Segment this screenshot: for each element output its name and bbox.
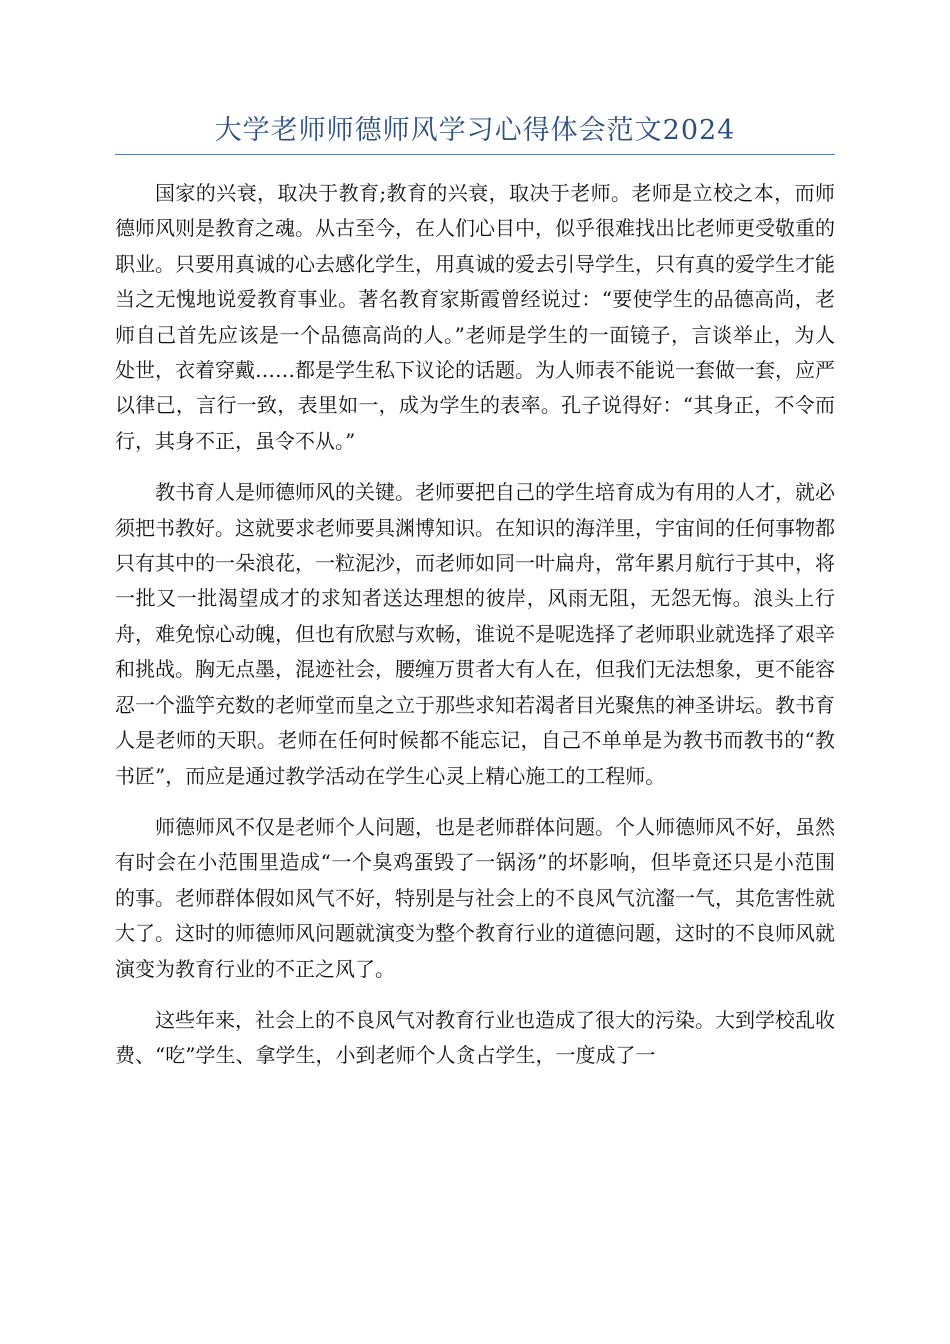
document-body [115,176,835,1090]
paragraph-2: 教书育人是师德师风的关键。老师要把自己的学生培育成为有用的人才，就必须把书教好。这就要求老师要具渊博知识。在知识的海洋里，宇宙间的任何事物都只有其中的一朵浪花，一粒泥沙，而老师如同一叶扁舟，常年累月航行于其中，将一批又一批渴望成才的求知者送达理想的彼岸，风雨无阻，无怨无悔。浪头上行舟，难免惊心动魄，但也有欣慰与欢畅，谁说不是呢选择了老师职业就选择了艰辛和挑战。胸无点墨，混迹社会，腰缠万贯者大有人在，但我们无法想象，更不能容忍一个滥竽充数的老师堂而皇之立于那些求知若渴者目光聚焦的神圣讲坛。教书育人是老师的天职。老师在任何时候都不能忘记，自己不单单是为教书而教书的“教书匠”，而应是通过教学活动在学生心灵上精心施工的工程师。 [115,480,835,788]
page-title: 大学老师师德师风学习心得体会范文2024 [214,115,736,146]
paragraph-3: 师德师风不仅是老师个人问题，也是老师群体问题。个人师德师风不好，虽然有时会在小范围里造成“一个臭鸡蛋毁了一锅汤”的坏影响，但毕竟还只是小范围的事。老师群体假如风气不好，特别是与社会上的不良风气沆瀣一气，其危害性就大了。这时的师德师风问题就演变为整个教育行业的道德问题，这时的不良师风就演变为教育行业的不正之风了。 [115,814,835,981]
paragraph-1: 国家的兴衰，取决于教育;教育的兴衰，取决于老师。老师是立校之本，而师德师风则是教育之魂。从古至今，在人们心目中，似乎很难找出比老师更受敬重的职业。只要用真诚的心去感化学生，用真诚的爱去引导学生，只有真的爱学生才能当之无愧地说爱教育事业。著名教育家斯霞曾经说过：“要使学生的品德高尚，老师自己首先应该是一个品德高尚的人。”老师是学生的一面镜子，言谈举止，为人处世，衣着穿戴……都是学生私下议论的话题。为人师表不能说一套做一套，应严以律己，言行一致，表里如一，成为学生的表率。孔子说得好：“其身正，不令而行，其身不正，虽令不从。” [115,181,835,453]
paragraph-4: 这些年来，社会上的不良风气对教育行业也造成了很大的污染。大到学校乱收费、“吃”学生、拿学生，小到老师个人贪占学生，一度成了一 [115,1007,835,1068]
title-divider [115,154,835,155]
